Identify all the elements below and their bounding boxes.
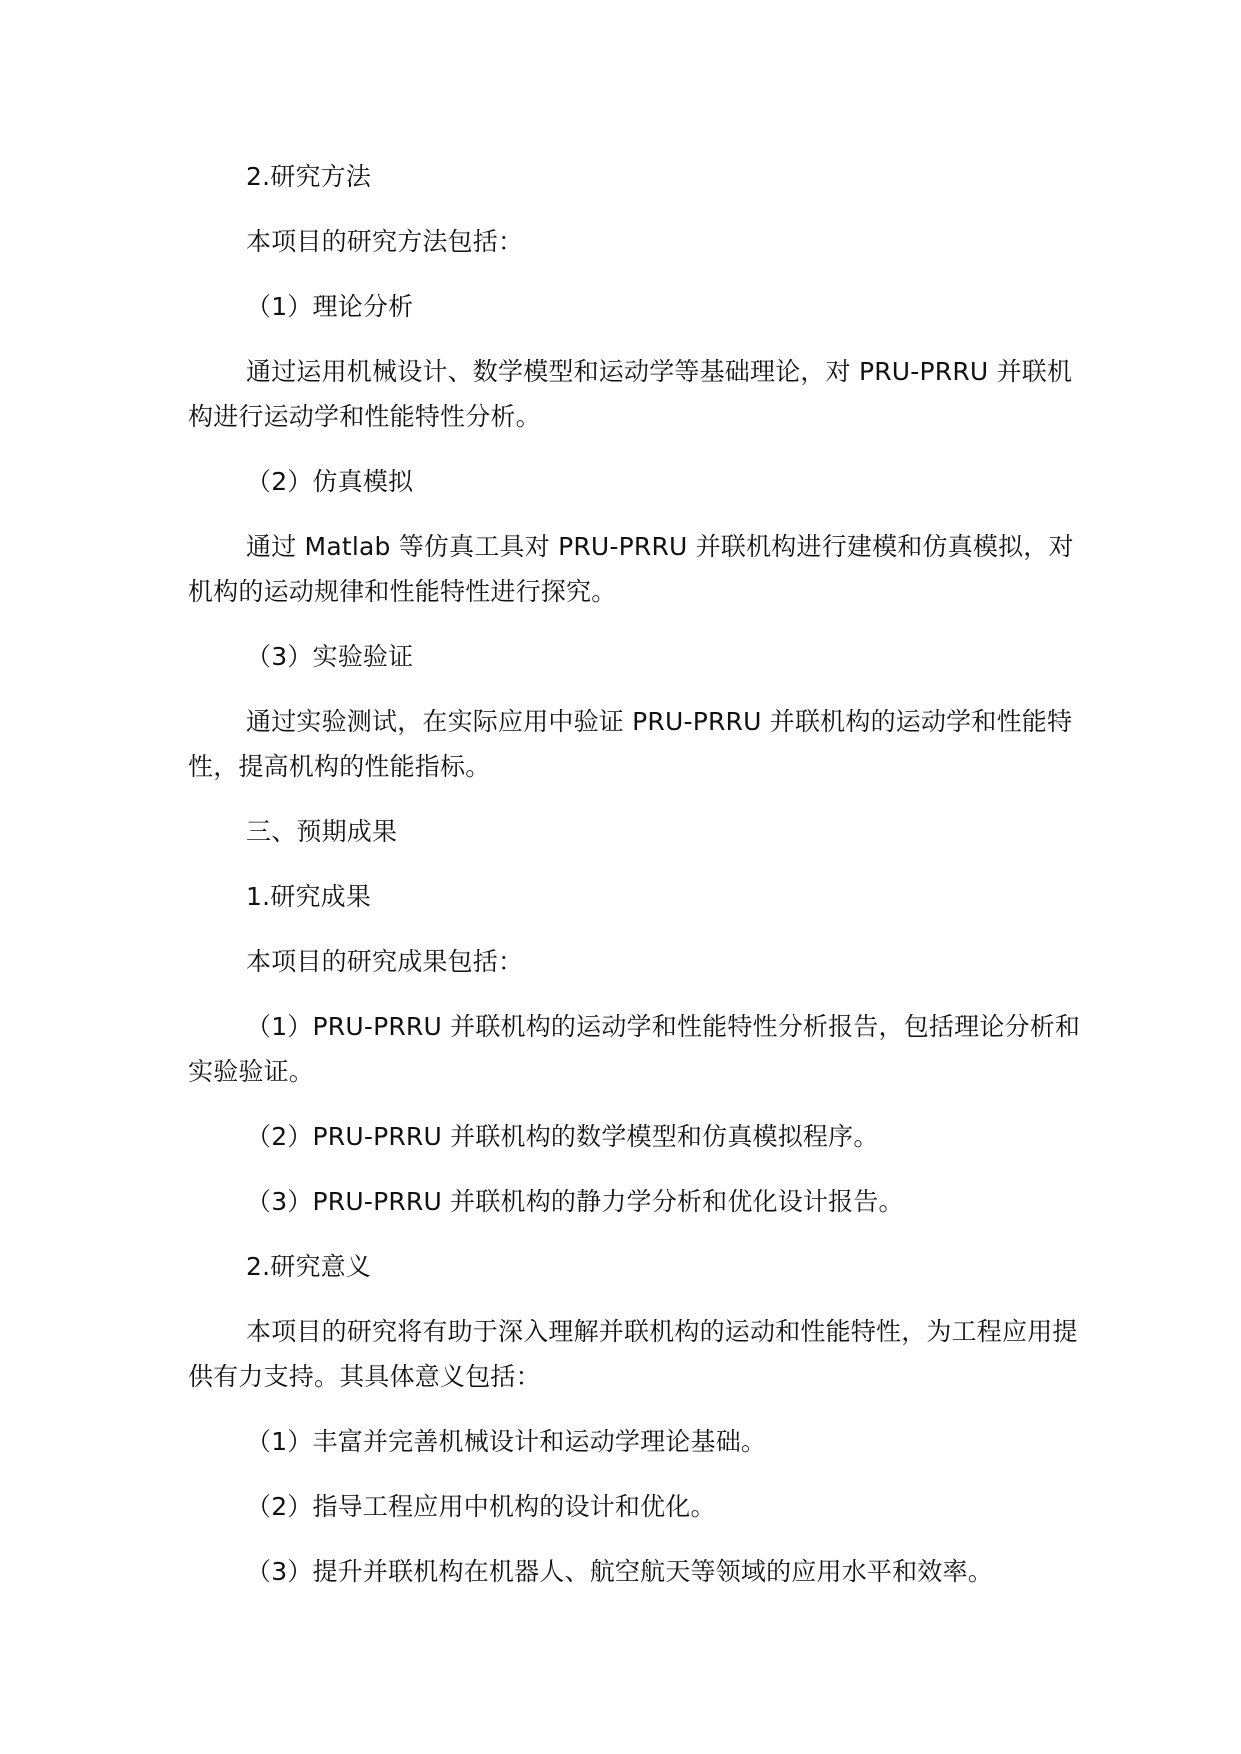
- significance-item-3: （3）提升并联机构在机器人、航空航天等领域的应用水平和效率。: [246, 1557, 993, 1586]
- results-intro: 本项目的研究成果包括：: [246, 947, 524, 976]
- method-1-description: 通过运用机械设计、数学模型和运动学等基础理论，对 PRU-PRRU 并联机构进行运动学和性能特性分析。: [188, 357, 1073, 431]
- subsection-heading-research-results: 1.研究成果: [246, 882, 372, 911]
- significance-item-2: （2）指导工程应用中机构的设计和优化。: [246, 1492, 716, 1521]
- subsection-heading-research-significance: 2.研究意义: [246, 1252, 372, 1281]
- result-item-1: （1）PRU-PRRU 并联机构的运动学和性能特性分析报告，包括理论分析和实验验证。: [188, 1012, 1081, 1086]
- result-item-2: （2）PRU-PRRU 并联机构的数学模型和仿真模拟程序。: [246, 1122, 879, 1151]
- section-heading-expected-results: 三、预期成果: [246, 817, 398, 846]
- method-2-description: 通过 Matlab 等仿真工具对 PRU-PRRU 并联机构进行建模和仿真模拟，对机构的运动规律和性能特性进行探究。: [188, 532, 1074, 606]
- method-3-title: （3）实验验证: [246, 642, 414, 671]
- method-1-title: （1）理论分析: [246, 292, 414, 321]
- method-2-title: （2）仿真模拟: [246, 467, 414, 496]
- document-body: [188, 154, 1093, 1594]
- significance-intro: 本项目的研究将有助于深入理解并联机构的运动和性能特性，为工程应用提供有力支持。其具体意义包括：: [188, 1317, 1078, 1391]
- result-item-3: （3）PRU-PRRU 并联机构的静力学分析和优化设计报告。: [246, 1187, 904, 1216]
- significance-item-1: （1）丰富并完善机械设计和运动学理论基础。: [246, 1427, 767, 1456]
- method-3-description: 通过实验测试，在实际应用中验证 PRU-PRRU 并联机构的运动学和性能特性，提高机构的性能指标。: [188, 707, 1073, 781]
- methods-intro: 本项目的研究方法包括：: [246, 227, 524, 256]
- section-heading-research-methods: 2.研究方法: [246, 162, 372, 191]
